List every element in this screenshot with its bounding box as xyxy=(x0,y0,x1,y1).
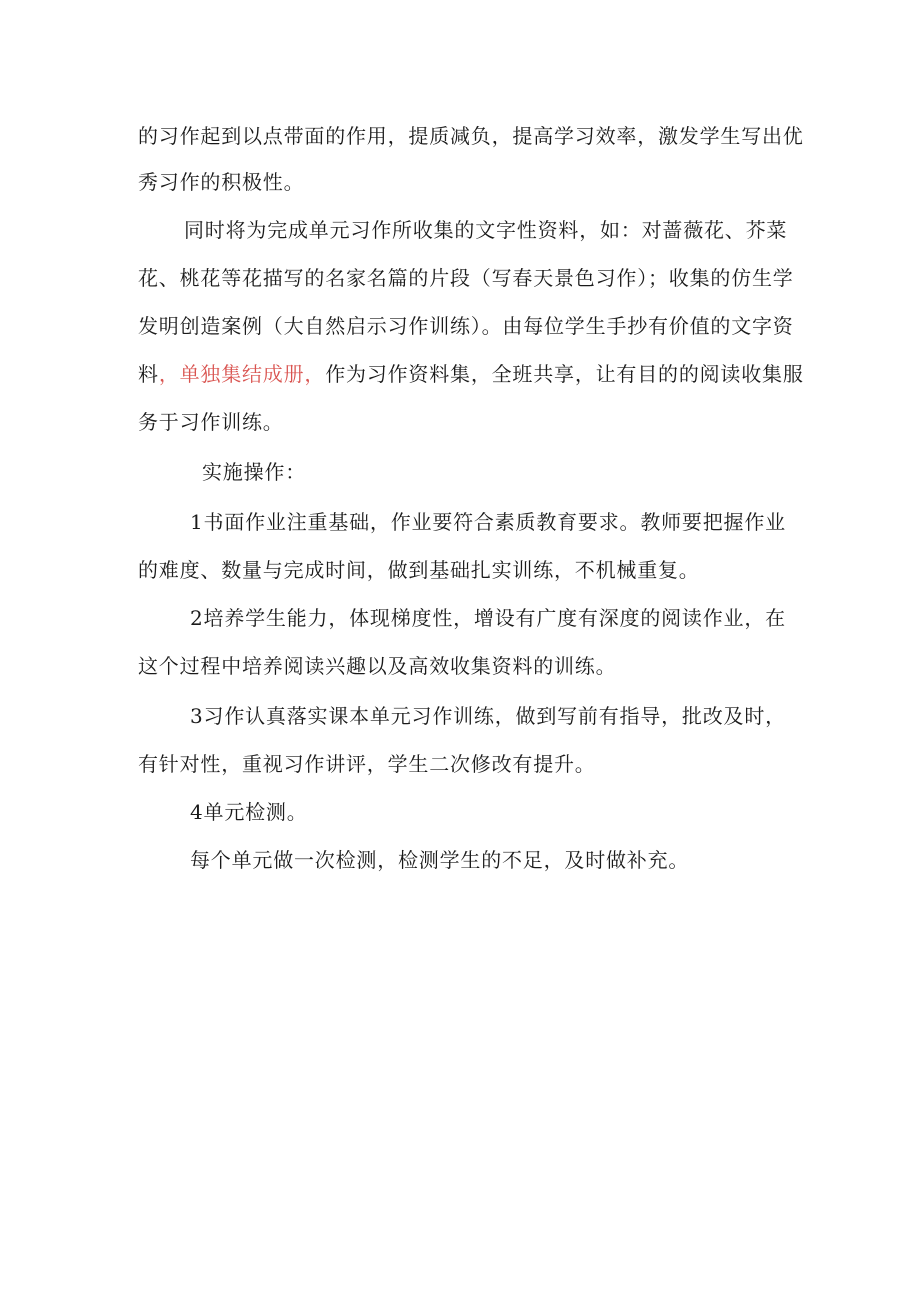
paragraph-line: 2培养学生能力，体现梯度性，增设有广度有深度的阅读作业，在 xyxy=(190,606,786,630)
paragraph-line: 的难度、数量与完成时间，做到基础扎实训练，不机械重复。 xyxy=(138,558,700,582)
highlighted-text: ，单独集结成册， xyxy=(158,362,326,386)
paragraph-line: 1书面作业注重基础，作业要符合素质教育要求。教师要把握作业 xyxy=(190,510,786,534)
paragraph-line: 每个单元做一次检测，检测学生的不足，及时做补充。 xyxy=(190,848,690,872)
paragraph-line: 这个过程中培养阅读兴趣以及高效收集资料的训练。 xyxy=(138,654,617,678)
paragraph-line: 同时将为完成单元习作所收集的文字性资料，如：对蔷薇花、芥菜 xyxy=(184,218,788,242)
paragraph-line: 4单元检测。 xyxy=(190,800,308,824)
paragraph-line: 3习作认真落实课本单元习作训练，做到写前有指导，批改及时， xyxy=(190,704,786,728)
paragraph-line: 发明创造案例（大自然启示习作训练）。由每位学生手抄有价值的文字资 xyxy=(138,314,794,338)
paragraph-line: 的习作起到以点带面的作用，提质减负，提高学习效率，激发学生写出优 xyxy=(138,124,804,148)
paragraph-line: 秀习作的积极性。 xyxy=(138,170,305,194)
paragraph-line: 有针对性，重视习作讲评，学生二次修改有提升。 xyxy=(138,752,596,776)
paragraph-line: 花、桃花等花描写的名家名篇的片段（写春天景色习作）；收集的仿生学 xyxy=(138,266,794,290)
line-text: 作为习作资料集，全班共享，让有目的的阅读收集服 xyxy=(325,362,804,386)
section-heading: 实施操作： xyxy=(202,460,306,484)
paragraph-line: 务于习作训练。 xyxy=(138,410,284,434)
paragraph-line xyxy=(138,362,804,386)
line-text: 料 xyxy=(138,362,159,386)
